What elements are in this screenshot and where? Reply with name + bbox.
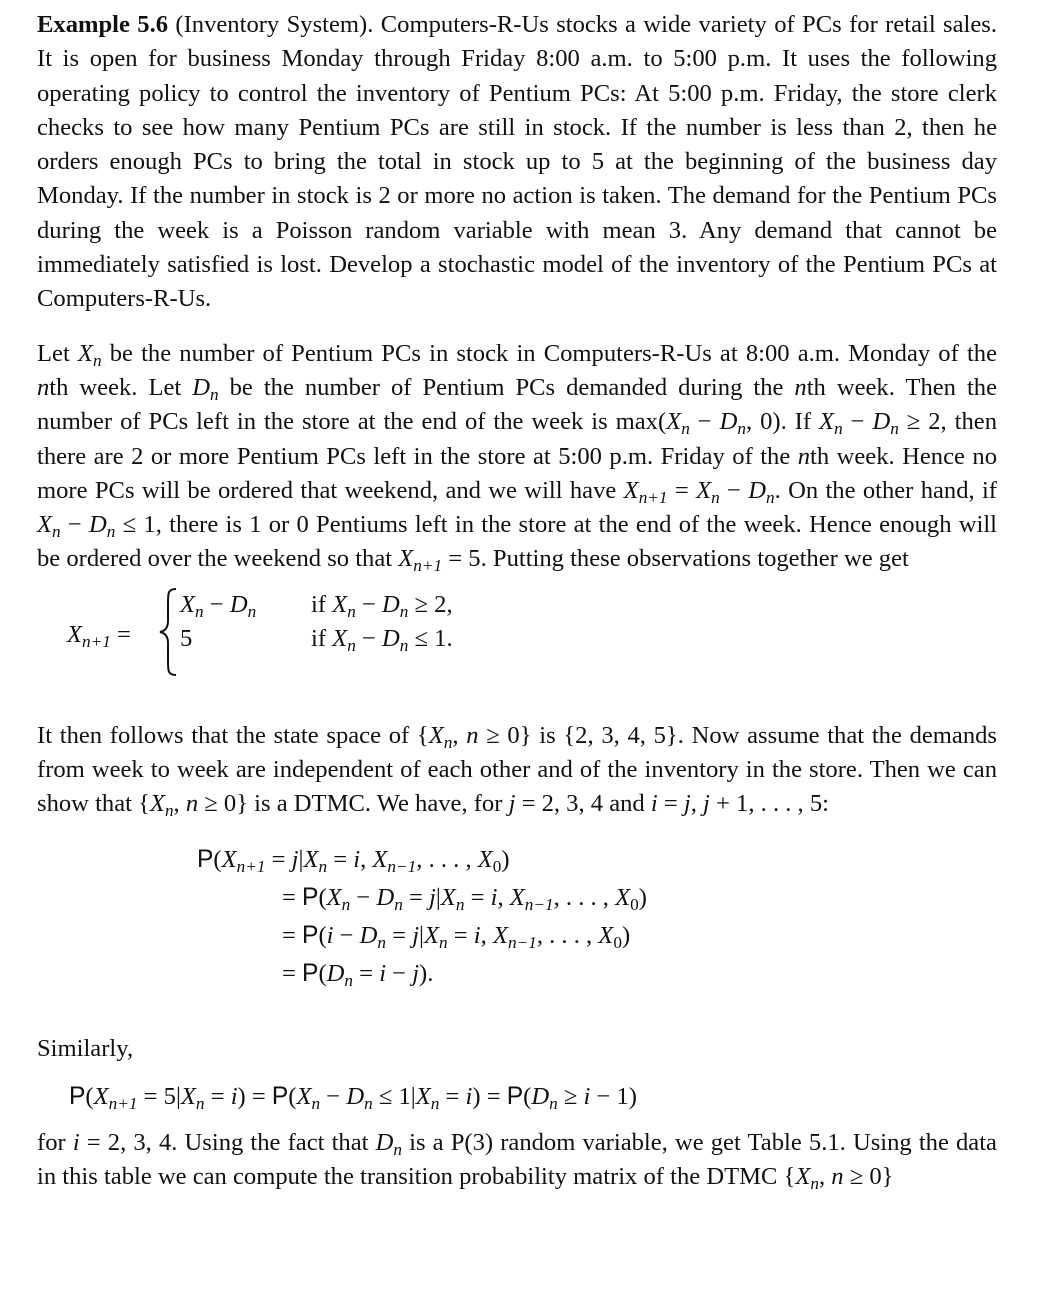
distribution-ref: P(3) bbox=[450, 1128, 494, 1156]
derivation-line-1: $P(X_{n+1} = j|X_n = i$, $X_{n-1}$, . . . , $X_0$) bbox=[197, 845, 510, 876]
example-paragraph bbox=[37, 8, 997, 317]
piecewise-equation bbox=[37, 591, 997, 691]
piecewise-condition-1: if $X_n - D_n \ge 2$, bbox=[311, 590, 453, 621]
piecewise-case-2: 5 bbox=[180, 624, 193, 652]
model-paragraph: Let $X_n$ be the number of Pentium PCs in stock in Computers-R-Us at 8:00 a.m. Monday of the nth week. Let $D_n$ be the number of Pentium PCs demanded during the nth week. Then the number of PCs left in the store at the end of the week is $\max(X_n - D_n$, 0). If $X_n - D_n \ge 2$, then there are 2 or more Pentium PCs left in the store at 5:00 p.m. Friday of the nth week. Hence no more PCs will be ordered that weekend, and we will have $X_{n+1} = X_n - D_n$. On the other hand, if $X_n - D_n \le 1$, there is 1 or 0 Pentiums left in the store at the end of the week. Hence enough will be ordered over the weekend so that $X_{n+1} = 5$. Putting these observations together we get bbox=[37, 339, 998, 576]
table-ref: Table 5.1 bbox=[747, 1128, 840, 1156]
closing-paragraph: for i = 2, 3, 4. Using the fact that $D_n$ is a P(3) random variable, we get Table 5.1. Using the data in this table we can compute the transition probability matrix of the DTMC {$X_n$, n ≥ 0} bbox=[37, 1128, 997, 1193]
derivation-line-2: = $P(X_n - D_n = j|X_n = i$, $X_{n-1}$, . . . , $X_0$) bbox=[282, 883, 647, 914]
example-label: Example 5.6 bbox=[37, 11, 169, 38]
piecewise-lhs: $X_{n+1}$ = bbox=[67, 620, 131, 651]
similarly-text: Similarly, bbox=[37, 1034, 134, 1062]
state-space: {2, 3, 4, 5} bbox=[563, 721, 678, 749]
derivation-line-3: = $P(i - D_n = j|X_n = i$, $X_{n-1}$, . . . , $X_0$) bbox=[282, 921, 631, 952]
page-content bbox=[37, 8, 997, 1194]
left-brace-icon bbox=[158, 587, 180, 677]
piecewise-condition-2: if $X_n - D_n \le 1$. bbox=[311, 624, 453, 655]
derivation-line-4: = $P(D_n = i - j)$. bbox=[282, 959, 434, 990]
example-statement: Computers-R-Us stocks a wide variety of PCs for retail sales. It is open for business Monday through Friday 8:00 a.m. to 5:00 p.m. It uses the following operating policy to control the inventory of Pentium PCs: At 5:00 p.m. Friday, the store clerk checks to see how many Pentium PCs are still in stock. If the number is less than 2, then he orders enough PCs to bring the total in stock up to 5 at the beginning of the business day Monday. If the number in stock is 2 or more no action is taken. The demand for the Pentium PCs during the week is a Poisson random variable with mean 3. Any demand that cannot be immediately satisfied is lost. Develop a stochastic model of the inventory of the Pentium PCs at Computers-R-Us. bbox=[37, 11, 997, 313]
piecewise-case-1: $X_n - D_n$ bbox=[180, 590, 257, 621]
example-title: (Inventory System). bbox=[175, 11, 374, 38]
state-space-paragraph: It then follows that the state space of {$X_n$, n ≥ 0} is {2, 3, 4, 5}. Now assume that the demands from week to week are independent of each other and of the inventory in the store. Then we can show that {$X_n$, n ≥ 0} is a DTMC. We have, for j = 2, 3, 4 and i = j, j + 1, . . . , 5: bbox=[37, 721, 997, 821]
transition-derivation bbox=[37, 846, 997, 1022]
boundary-equation: $P(X_{n+1} = 5|X_n = i) = P(X_n - D_n \le 1|X_n = i) = P(D_n \ge i - 1)$ bbox=[69, 1082, 637, 1113]
